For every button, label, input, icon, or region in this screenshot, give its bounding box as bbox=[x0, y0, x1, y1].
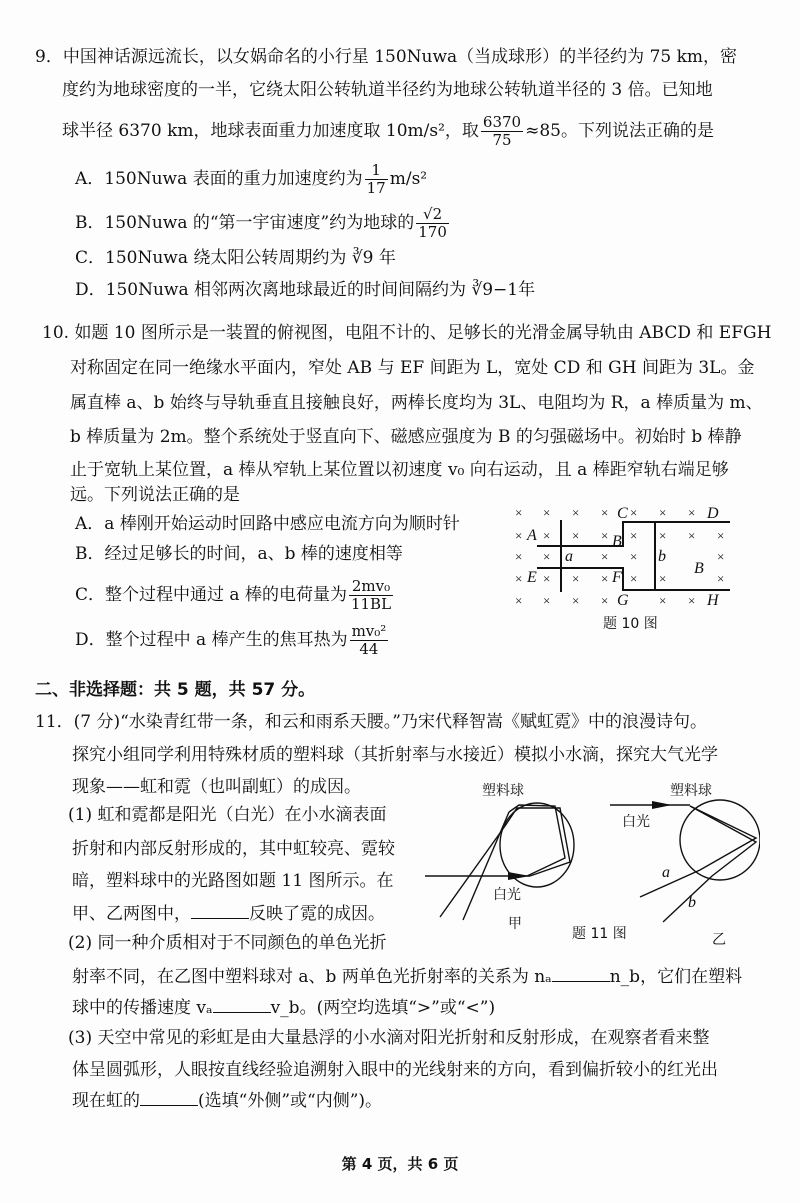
q9-option-a bbox=[75, 162, 427, 197]
q11-p3-line3 bbox=[72, 1089, 382, 1112]
label-field-B: B bbox=[694, 560, 704, 577]
field-cross-icon: × bbox=[659, 528, 667, 543]
q11-line2: 探究小组同学利用特殊材质的塑料球（其折射率与水接近）模拟小水滴，探究大气光学 bbox=[72, 745, 718, 765]
answer-blank[interactable] bbox=[552, 965, 610, 982]
label-ball-yi: 塑料球 bbox=[670, 783, 712, 799]
field-cross-icon: × bbox=[601, 571, 609, 586]
option-text: A．150Nuwa 表面的重力加速度约为 bbox=[75, 169, 363, 189]
text: (选填“外侧”或“内侧”)。 bbox=[198, 1091, 383, 1111]
q10-option-d bbox=[75, 623, 390, 658]
label-E: E bbox=[527, 569, 537, 586]
q11-p2-line3 bbox=[72, 996, 495, 1019]
q11-p3-line2: 体呈圆弧形，人眼按直线经验追溯射入眼中的光线射来的方向，看到偏折较小的红光出 bbox=[72, 1060, 718, 1080]
field-cross-icon: × bbox=[601, 593, 609, 608]
field-cross-icon: × bbox=[630, 528, 638, 543]
q10-line3: 属直棒 a、b 始终与导轨垂直且接触良好，两棒长度均为 3L、电阻均为 R，a 棒质量为 m、 bbox=[70, 393, 763, 413]
denominator: 17 bbox=[366, 179, 386, 197]
field-cross-icon: × bbox=[543, 571, 551, 586]
q10-line4: b 棒质量为 2m。整个系统处于竖直向下、磁感应强度为 B 的匀强磁场中。初始时 b 棒静 bbox=[70, 427, 742, 447]
fraction bbox=[365, 162, 388, 197]
figure-10-caption: 题 10 图 bbox=[603, 616, 658, 632]
q9-option-c: C．150Nuwa 绕太阳公转周期约为 ∛9 年 bbox=[75, 248, 396, 268]
text: 射率不同，在乙图中塑料球对 a、b 两单色光折射率的关系为 nₐ bbox=[72, 967, 552, 987]
fraction bbox=[481, 114, 523, 149]
q11-p2-line1: (2) 同一种介质相对于不同颜色的单色光折 bbox=[68, 933, 387, 953]
q11-p1-line4 bbox=[72, 902, 385, 925]
answer-blank[interactable] bbox=[140, 1089, 198, 1106]
q9-line3-text: 球半径 6370 km，地球表面重力加速度取 10m/s²，取 bbox=[62, 121, 479, 141]
text: v_b。(两空均选填“>”或“<”) bbox=[270, 998, 496, 1018]
field-cross-icon: × bbox=[630, 571, 638, 586]
denominator: 44 bbox=[359, 640, 379, 658]
numerator: 6370 bbox=[482, 113, 522, 131]
numerator: mv₀² bbox=[351, 622, 387, 640]
label-ray-a: a bbox=[662, 864, 670, 881]
denominator: 11BL bbox=[350, 595, 392, 613]
q11-p2-line2 bbox=[72, 965, 742, 988]
field-cross-icon: × bbox=[630, 549, 638, 564]
field-cross-icon: × bbox=[543, 505, 551, 520]
text: 反映了霓的成因。 bbox=[249, 904, 385, 924]
label-F: F bbox=[612, 569, 622, 586]
field-cross-icon: × bbox=[688, 593, 696, 608]
field-cross-icon: × bbox=[515, 593, 523, 608]
figure-11-light-path-diagram bbox=[420, 778, 760, 948]
field-cross-icon: × bbox=[601, 549, 609, 564]
field-cross-icon: × bbox=[717, 549, 725, 564]
field-cross-icon: × bbox=[515, 549, 523, 564]
text: n_b，它们在塑料 bbox=[609, 967, 743, 987]
q9-line3-end: ≈85。下列说法正确的是 bbox=[525, 121, 714, 141]
numerator: 2mv₀ bbox=[349, 578, 393, 596]
answer-blank[interactable] bbox=[191, 902, 249, 919]
q10-option-a: A．a 棒刚开始运动时回路中感应电流方向为顺时针 bbox=[75, 514, 460, 534]
q11-p1-line1: (1) 虹和霓都是阳光（白光）在小水滴表面 bbox=[68, 805, 387, 825]
label-white-light-yi: 白光 bbox=[622, 814, 650, 830]
denominator: 170 bbox=[418, 223, 447, 241]
q9-line3 bbox=[62, 114, 714, 149]
field-cross-icon: × bbox=[572, 571, 580, 586]
label-rod-a: a bbox=[565, 548, 573, 565]
field-cross-icon: × bbox=[543, 528, 551, 543]
q10-option-b: B．经过足够长的时间，a、b 棒的速度相等 bbox=[75, 544, 403, 564]
numerator: √2 bbox=[416, 206, 449, 224]
q10-option-c bbox=[75, 578, 395, 613]
q10-line6: 远。下列说法正确的是 bbox=[70, 485, 240, 505]
q10-line5: 止于宽轨上某位置，a 棒从窄轨上某位置以初速度 v₀ 向右运动，且 a 棒距窄轨右端足够 bbox=[70, 460, 729, 480]
field-cross-icon: × bbox=[572, 505, 580, 520]
q9-line1: 9．中国神话源远流长，以女娲命名的小行星 150Nuwa（当成球形）的半径约为 75 km，密 bbox=[35, 47, 738, 67]
q9-option-d: D．150Nuwa 相邻两次离地球最近的时间间隔约为 ∛9−1年 bbox=[75, 280, 536, 300]
q11-line3: 现象——虹和霓（也叫副虹）的成因。 bbox=[72, 777, 361, 797]
fraction bbox=[349, 578, 393, 613]
q10-line1: 10. 如题 10 图所示是一装置的俯视图，电阻不计的、足够长的光滑金属导轨由 ABCD 和 EFGH bbox=[42, 323, 772, 343]
label-G: G bbox=[617, 592, 629, 609]
denominator: 75 bbox=[492, 131, 512, 149]
field-cross-icon: × bbox=[543, 549, 551, 564]
label-A: A bbox=[527, 527, 537, 544]
text: 球中的传播速度 vₐ bbox=[72, 998, 213, 1018]
q11-p3-line1: (3) 天空中常见的彩虹是由大量悬浮的小水滴对阳光折射和反射形成，在观察者看来整 bbox=[68, 1028, 710, 1048]
field-cross-icon: × bbox=[515, 505, 523, 520]
q9-line2: 度约为地球密度的一半，它绕太阳公转轨道半径约为地球公转轨道半径的 3 倍。已知地 bbox=[62, 80, 713, 100]
field-cross-icon: × bbox=[601, 528, 609, 543]
q11-p1-line3: 暗，塑料球中的光路图如题 11 图所示。在 bbox=[72, 871, 394, 891]
label-white-light-jia: 白光 bbox=[493, 887, 521, 903]
field-cross-icon: × bbox=[659, 505, 667, 520]
figure-10-rails-diagram bbox=[505, 498, 745, 638]
fraction bbox=[350, 623, 389, 658]
field-cross-icon: × bbox=[572, 528, 580, 543]
field-cross-icon: × bbox=[630, 505, 638, 520]
field-cross-icon: × bbox=[572, 593, 580, 608]
field-cross-icon: × bbox=[515, 528, 523, 543]
field-cross-icon: × bbox=[717, 571, 725, 586]
label-ball-jia: 塑料球 bbox=[482, 783, 524, 799]
field-cross-icon: × bbox=[543, 593, 551, 608]
label-B: B bbox=[612, 533, 622, 550]
q9-option-b bbox=[75, 206, 451, 241]
field-cross-icon: × bbox=[717, 528, 725, 543]
answer-blank[interactable] bbox=[213, 996, 271, 1013]
fraction bbox=[416, 206, 449, 241]
field-cross-icon: × bbox=[688, 505, 696, 520]
field-cross-icon: × bbox=[515, 571, 523, 586]
label-yi: 乙 bbox=[712, 932, 726, 948]
text: 甲、乙两图中， bbox=[72, 904, 191, 924]
label-ray-b: b bbox=[688, 894, 696, 911]
label-C: C bbox=[617, 505, 628, 522]
field-cross-icon: × bbox=[601, 505, 609, 520]
label-jia: 甲 bbox=[508, 916, 522, 932]
text: 现在虹的 bbox=[72, 1091, 140, 1111]
page-footer: 第 4 页，共 6 页 bbox=[341, 1155, 459, 1173]
option-text: D．整个过程中 a 棒产生的焦耳热为 bbox=[75, 630, 348, 650]
field-cross-icon: × bbox=[659, 571, 667, 586]
option-text: B．150Nuwa 的“第一宇宙速度”约为地球的 bbox=[75, 213, 415, 233]
section-2-heading: 二、非选择题：共 5 题，共 57 分。 bbox=[35, 680, 316, 700]
field-cross-icon: × bbox=[688, 528, 696, 543]
numerator: 1 bbox=[365, 162, 388, 180]
q10-line2: 对称固定在同一绝缘水平面内，窄处 AB 与 EF 间距为 L，宽处 CD 和 GH 间距为 3L。金 bbox=[70, 358, 755, 378]
q11-line1: 11．(7 分)“水染青红带一条，和云和雨系天腰。”乃宋代释智嵩《赋虹霓》中的浪漫诗句。 bbox=[35, 712, 707, 732]
label-rod-b: b bbox=[658, 548, 666, 565]
label-H: H bbox=[707, 592, 719, 609]
option-text: C．整个过程中通过 a 棒的电荷量为 bbox=[75, 585, 347, 605]
figure-11-caption: 题 11 图 bbox=[572, 926, 627, 942]
q11-p1-line2: 折射和内部反射形成的，其中虹较亮、霓较 bbox=[72, 839, 395, 859]
label-D: D bbox=[707, 505, 719, 522]
field-cross-icon: × bbox=[659, 593, 667, 608]
unit: m/s² bbox=[389, 169, 428, 189]
